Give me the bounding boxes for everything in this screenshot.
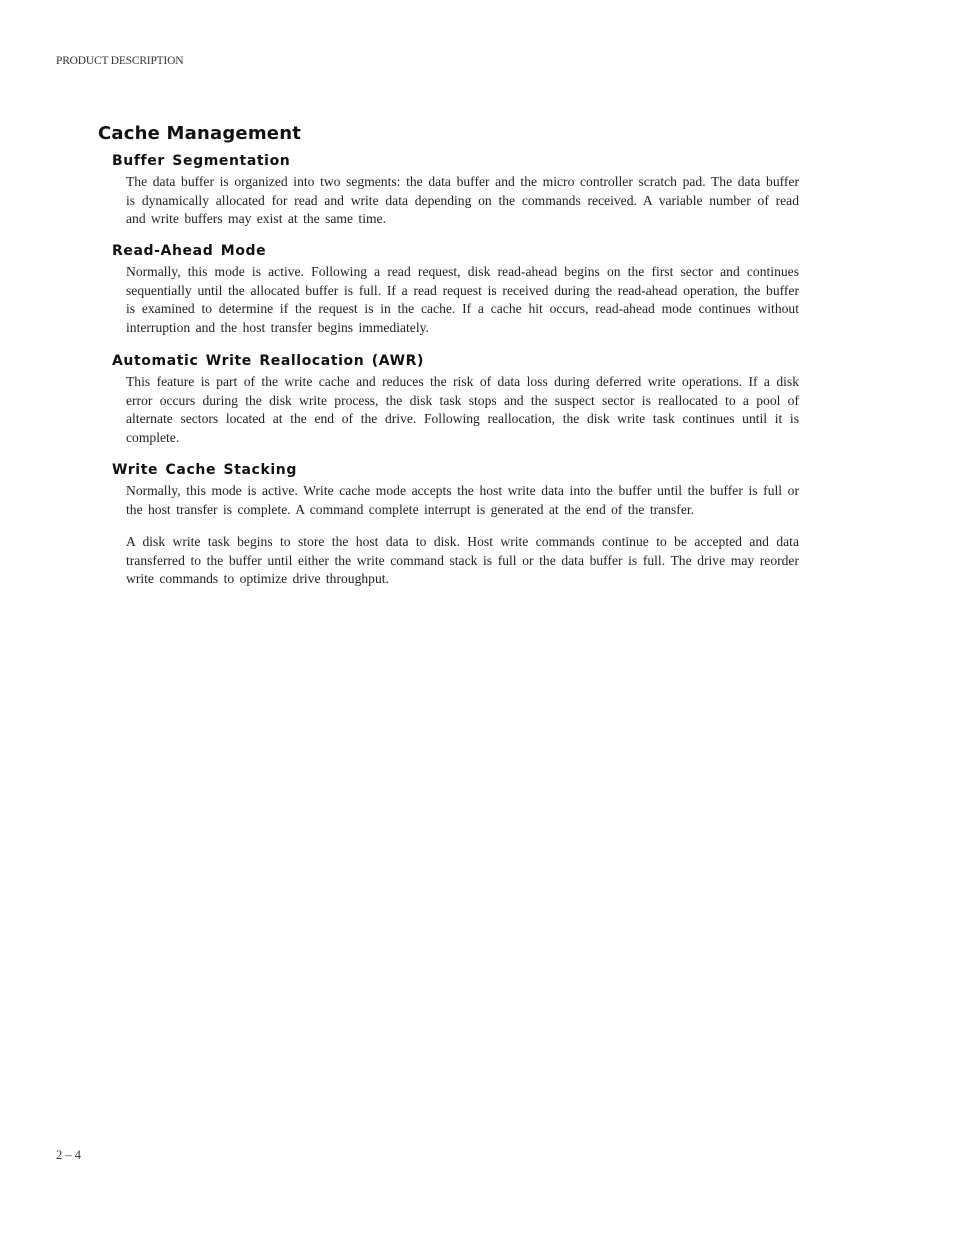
- section-paragraph: Normally, this mode is active. Following a read request, disk read-ahead begins on the first sector and continues sequentially until the allocated buffer is full. If a read request is received during the read-ahead operation, the buffer is examined to determine if the request is in the cache. If a cache hit occurs, read-ahead mode continues without interruption and the host transfer begins immediately.: [126, 264, 799, 335]
- page-number: 2 – 4: [56, 1148, 81, 1162]
- section-paragraph: A disk write task begins to store the host data to disk. Host write commands continue to be accepted and data transferred to the buffer until either the write command stack is full or the data buffer is full. The drive may reorder write commands to optimize drive throughput.: [126, 534, 799, 587]
- section-heading: Read-Ahead Mode: [112, 243, 267, 259]
- section-heading: Automatic Write Reallocation (AWR): [112, 353, 425, 369]
- page-title: Cache Management: [98, 123, 302, 144]
- section-paragraph: Normally, this mode is active. Write cache mode accepts the host write data into the buffer until the buffer is full or the host transfer is complete. A command complete interrupt is generated at the end of the transfer.: [126, 483, 799, 517]
- section-heading: Buffer Segmentation: [112, 153, 291, 169]
- section-buffer-segmentation: [112, 152, 812, 229]
- running-header: PRODUCT DESCRIPTION: [56, 55, 184, 67]
- section-write-cache-stacking: [112, 461, 812, 589]
- section-heading: Write Cache Stacking: [112, 462, 297, 478]
- section-paragraph: The data buffer is organized into two segments: the data buffer and the micro controller scratch pad. The data buffer is dynamically allocated for read and write data depending on the commands received. A variable number of read and write buffers may exist at the same time.: [126, 174, 799, 227]
- section-paragraph: This feature is part of the write cache and reduces the risk of data loss during deferred write operations. If a disk error occurs during the disk write process, the disk task stops and the suspect sector is reallocated to a pool of alternate sectors located at the end of the drive. Following reallocation, the disk write task continues until it is complete.: [126, 374, 799, 445]
- section-automatic-write-reallocation: [112, 352, 812, 447]
- section-read-ahead-mode: [112, 242, 812, 337]
